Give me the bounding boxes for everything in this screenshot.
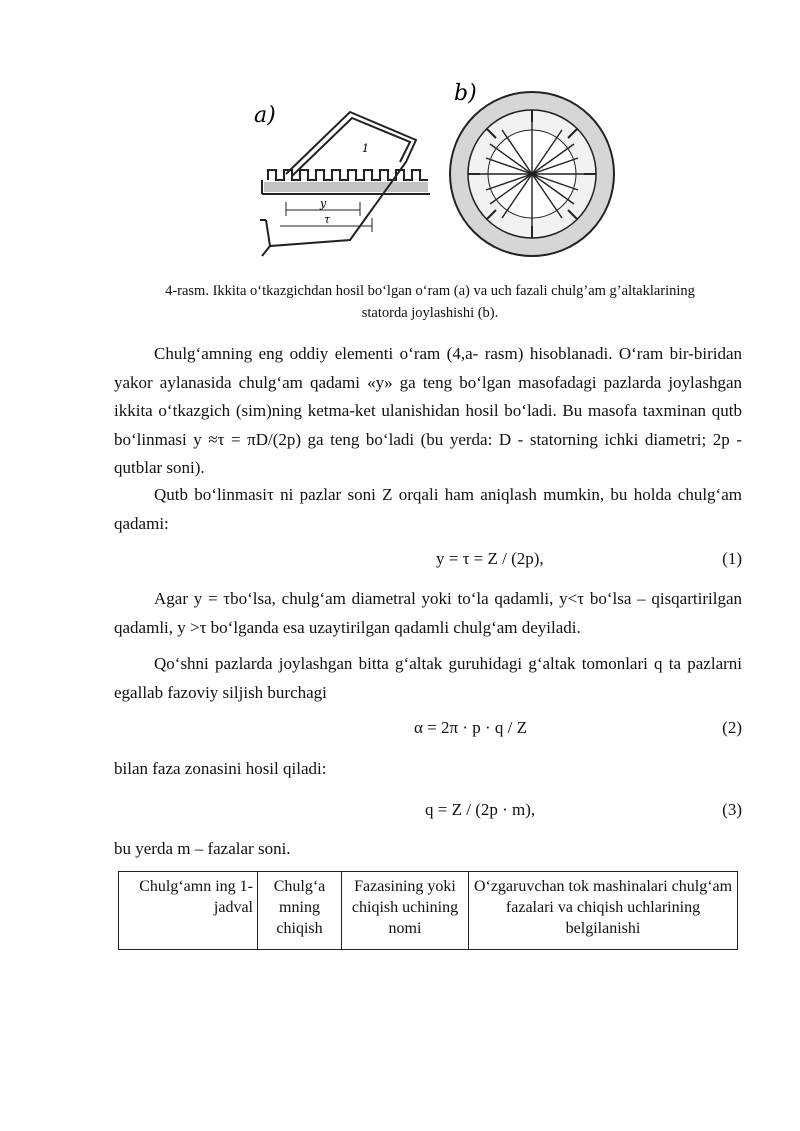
equation-2-number: (2)	[722, 718, 742, 737]
paragraph-phase-count: bu yerda m – fazalar soni.	[114, 839, 291, 858]
winding-table	[118, 871, 738, 950]
paragraph-winding-element: Chulg‘amning eng oddiy elementi o‘ram (4,a- rasm) hisoblanadi. O‘ram bir-biridan yakor aylanasida chulg‘am qadami «y» ga teng bo‘lgan masofadagi pazlarda joylashgan ikkita o‘tkazgich (sim)ning ketma-ket ulanishidan hosil bo‘ladi. Bu masofa taxminan qutb bo‘linmasi y ≈τ = πD/(2p) ga teng bo‘ladi (bu yerda: D - statorning ichki diametri; 2p - qutblar soni).	[114, 344, 742, 477]
equation-1-expression: y = τ = Z / (2p),	[436, 549, 544, 568]
paragraph-pole-pitch: Qutb bo‘linmasiτ ni pazlar soni Z orqali ham aniqlash mumkin, bu holda chulg‘am qadami:	[114, 485, 742, 533]
paragraph-pitch-types: Agar y = τbo‘lsa, chulg‘am diametral yoki to‘la qadamli, y<τ bo‘lsa – qisqartirilgan qadamli, y >τ bo‘lganda esa uzaytirilgan qadamli chulg‘am deyiladi.	[114, 589, 742, 637]
winding-diagram	[240, 70, 630, 270]
table-header-cell-2: Chulg‘a mning chiqish	[258, 872, 342, 950]
pitch-label-y: y	[320, 197, 327, 210]
coil-side-label: 1	[362, 142, 369, 155]
winding-figure	[240, 70, 630, 270]
equation-1-number: (1)	[722, 549, 742, 568]
equation-3-expression: q = Z / (2p · m),	[425, 800, 536, 819]
table-row	[119, 872, 738, 950]
paragraph-phase-zone: bilan faza zonasini hosil qiladi:	[114, 759, 327, 778]
equation-1	[114, 545, 742, 573]
equation-3	[114, 796, 742, 824]
figure-label-a: a)	[254, 103, 276, 128]
table-header-cell-1: Chulg‘amn ing 1-jadval	[119, 872, 258, 950]
table-header-cell-4: O‘zgaruvchan tok mashinalari chulg‘am fazalari va chiqish uchlarining belgilanishi	[469, 872, 738, 950]
table-header-cell-3: Fazasining yoki chiqish uchining nomi	[342, 872, 469, 950]
figure-caption	[120, 280, 740, 324]
slot-hatching	[264, 182, 428, 192]
equation-3-number: (3)	[722, 800, 742, 819]
stator-drawing	[450, 92, 614, 256]
caption-line-2: statorda joylashishi (b).	[361, 305, 499, 321]
paragraph-coil-group: Qo‘shni pazlarda joylashgan bitta g‘altak guruhidagi g‘altak tomonlari q ta pazlarni egallab fazoviy siljish burchagi	[114, 654, 742, 702]
caption-line-1: 4-rasm. Ikkita o‘tkazgichdan hosil bo‘lgan o‘ram (a) va uch fazali chulg’am g’altaklarining	[165, 283, 695, 299]
equation-2-expression: α = 2π · p · q / Z	[414, 718, 528, 737]
equation-2	[114, 714, 742, 742]
figure-label-b: b)	[454, 81, 477, 106]
pitch-label-tau: τ	[324, 213, 331, 226]
